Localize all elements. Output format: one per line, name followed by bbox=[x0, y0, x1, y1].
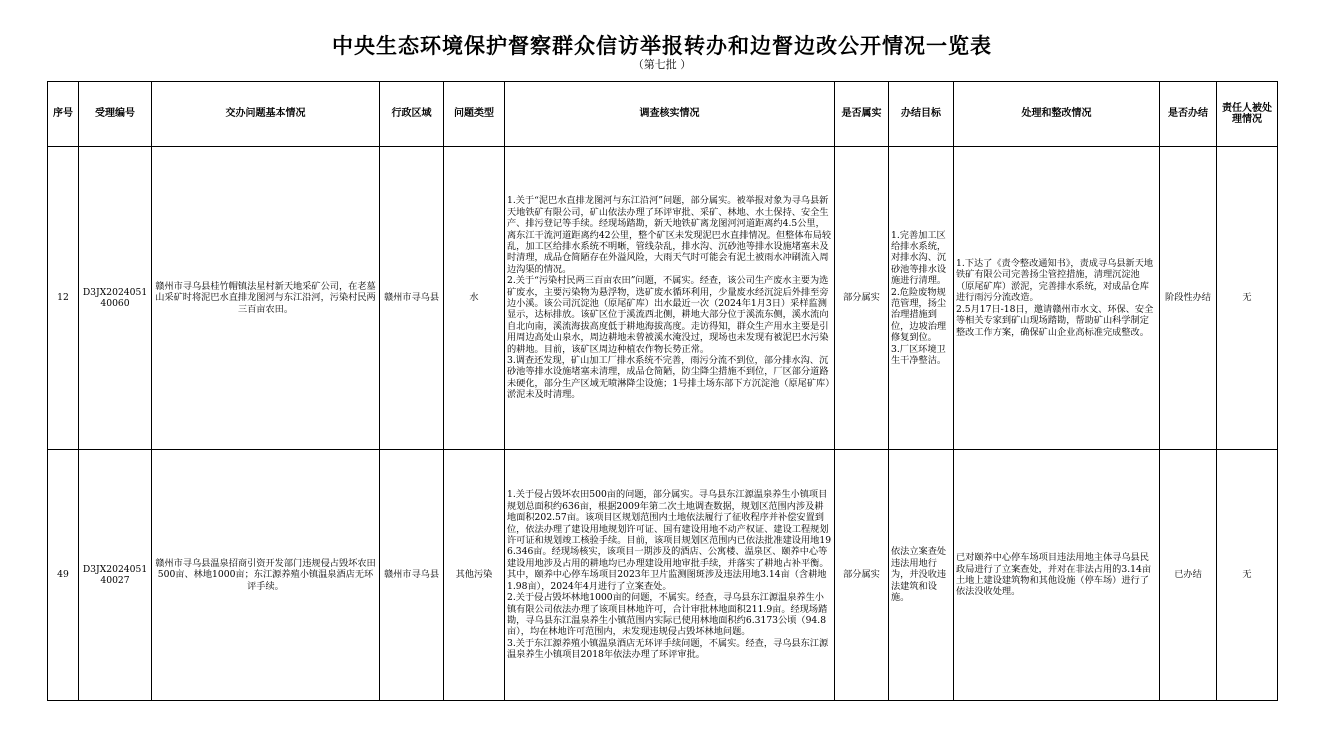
table-header-row bbox=[48, 82, 1278, 147]
row-handling bbox=[954, 450, 1160, 701]
col-header-verified: 是否属实 bbox=[835, 82, 889, 147]
row-target bbox=[889, 147, 954, 450]
table-row bbox=[48, 147, 1278, 450]
investigation-paragraph: 2.关于“污染村民两三百亩农田”问题，不属实。经查，该公司生产废水主要为选矿废水，主要污染物为悬浮物，选矿废水循环利用，少量废水经沉淀后外排至旁边小溪。该公司沉淀池（原尾矿库）出水最近一次（2024年1月3日）采样监测显示，达标排放。该矿区位于溪流西北侧，耕地大部分位于溪流东侧，溪水流向自北向南，溪流海拔高度低于耕地海拔高度。走访得知，群众生产用水主要是引用周边高处山泉水，周边耕地未曾被溪水淹没过，现场也未发现有被泥巴水污染的耕地。目前，该矿区周边种植农作物长势正常。 bbox=[507, 275, 829, 355]
col-header-case-no: 受理编号 bbox=[79, 82, 152, 147]
handling-item: 1.下达了《责令整改通知书》，责成寻乌县新天地铁矿有限公司完善扬尘管控措施，清理沉淀池（原尾矿库）淤泥，完善排水系统，对成品仓库进行雨污分流改造。 bbox=[956, 258, 1154, 304]
page-title: 中央生态环境保护督察群众信访举报转办和边督边改公开情况一览表 bbox=[332, 33, 992, 58]
investigation-paragraph: 3.调查还发现，矿山加工厂排水系统不完善，雨污分流不到位，部分排水沟、沉砂池等排水设施堵塞未清理，成品仓简陋，防尘降尘措施不到位，厂区部分道路未硬化，部分生产区域无喷淋降尘设施；1号排土场东部下方沉淀池（原尾矿库）淤泥未及时清理。 bbox=[507, 355, 830, 401]
row-region: 赣州市寻乌县 bbox=[380, 450, 444, 701]
report-table bbox=[47, 81, 1278, 701]
col-header-region: 行政区域 bbox=[380, 82, 444, 147]
investigation-paragraph: 2.关于侵占毁坏林地1000亩的问题，不属实。经查，寻乌县东江源温泉养生小镇有限公司依法办理了该项目林地许可，合计审批林地面积211.9亩。经现场踏勘，寻乌县东江温泉养生小镇范围内实际已使用林地面积约6.3173公顷（94.8亩），均在林地许可范围内，未发现违规侵占毁坏林地问题。 bbox=[507, 592, 828, 638]
handling-item: 已对颐养中心停车场项目违法用地主体寻乌县民政局进行了立案查处，并对在非法占用的3.14亩土地上建设建筑物和其他设施（停车场）进行了依法没收处理。 bbox=[956, 552, 1152, 598]
row-index: 12 bbox=[48, 147, 79, 450]
row-verified: 部分属实 bbox=[835, 147, 889, 450]
page-subtitle: （第七批 ） bbox=[632, 58, 692, 71]
target-item: 1.完善加工区给排水系统，对排水沟、沉砂池等排水设施进行清理。 bbox=[891, 229, 947, 287]
table-row bbox=[48, 450, 1278, 701]
row-region: 赣州市寻乌县 bbox=[380, 147, 444, 450]
handling-item: 2.5月17日-18日，邀请赣州市水文、环保、安全等相关专家到矿山现场踏勘，帮助矿山科学制定整改工作方案，确保矿山企业高标准完成整改。 bbox=[956, 303, 1154, 338]
col-header-type: 问题类型 bbox=[444, 82, 505, 147]
row-issue: 赣州市寻乌县温泉招商引资开发部门违规侵占毁坏农田500亩、林地1000亩；东江源养殖小镇温泉酒店无环评手续。 bbox=[152, 450, 380, 701]
target-item: 2.危险废物规范管理，扬尘治理措施到位，边坡治理修复到位。 bbox=[891, 286, 947, 344]
col-header-investigation: 调查核实情况 bbox=[505, 82, 835, 147]
row-case-no: D3JX202405140060 bbox=[79, 147, 152, 450]
row-handling bbox=[954, 147, 1160, 450]
row-target bbox=[889, 450, 954, 701]
col-header-index: 序号 bbox=[48, 82, 79, 147]
target-item: 依法立案查处违法用地行为，并没收违法建筑和设施。 bbox=[891, 546, 947, 604]
row-type: 水 bbox=[444, 147, 505, 450]
row-index: 49 bbox=[48, 450, 79, 701]
row-completed: 阶段性办结 bbox=[1160, 147, 1217, 450]
row-issue: 赣州市寻乌县桂竹帽镇法星村新天地采矿公司，在老墓山采矿时将泥巴水直排龙图河与东江沿河，污染村民两三百亩农田。 bbox=[152, 147, 380, 450]
target-item: 3.厂区环境卫生干净整洁。 bbox=[891, 343, 947, 367]
row-completed: 已办结 bbox=[1160, 450, 1217, 701]
row-case-no: D3JX202405140027 bbox=[79, 450, 152, 701]
investigation-paragraph: 1.关于侵占毁坏农田500亩的问题，部分属实。寻乌县东江源温泉养生小镇项目规划总面积约636亩，根据2009年第二次土地调查数据，规划区范围内涉及耕地面积202.57亩。该项目区规划范围内土地依法履行了征收程序并补偿安置到位，依法办理了建设用地规划许可证、国有建设用地不动产权证、建设工程规划许可证和规划竣工核验手续。目前，该项目规划区范围内已依法批准建设用地196.346亩。经现场核实，该项目一期涉及的酒店、公寓楼、温泉区、颐养中心等建设用地涉及占用的耕地均已办理建设用地审批手续，并落实了耕地占补平衡。其中，颐养中心停车场项目2023年卫片监测图斑涉及违法用地3.14亩（含耕地1.98亩），2024年4月进行了立案查处。 bbox=[507, 489, 832, 592]
col-header-target: 办结目标 bbox=[889, 82, 954, 147]
row-verified: 部分属实 bbox=[835, 450, 889, 701]
col-header-completed: 是否办结 bbox=[1160, 82, 1217, 147]
row-accountability: 无 bbox=[1217, 147, 1278, 450]
col-header-issue: 交办问题基本情况 bbox=[152, 82, 380, 147]
row-investigation bbox=[505, 450, 835, 701]
col-header-handling: 处理和整改情况 bbox=[954, 82, 1160, 147]
row-accountability: 无 bbox=[1217, 450, 1278, 701]
col-header-accountability: 责任人被处理情况 bbox=[1217, 82, 1278, 147]
investigation-paragraph: 3.关于东江源养殖小镇温泉酒店无环评手续问题，不属实。经查，寻乌县东江源温泉养生小镇项目2018年依法办理了环评审批。 bbox=[507, 637, 829, 661]
row-type: 其他污染 bbox=[444, 450, 505, 701]
investigation-paragraph: 1.关于“泥巴水直排龙图河与东江沿河”问题，部分属实。被举报对象为寻乌县新天地铁矿有限公司，矿山依法办理了环评审批、采矿、林地、水土保持、安全生产、排污登记等手续。经现场踏勘，新天地铁矿离龙图河河道距离约4.5公里，离东江干流河道距离约42公里，整个矿区未发现泥巴水直排情况。但整体布局较乱，加工区给排水系统不明晰，管线杂乱，排水沟、沉砂池等排水设施堵塞未及时清理，成品仓简陋存在外溢风险，大雨天气时可能会有泥土被雨水冲刷流入周边沟渠的情况。 bbox=[507, 195, 832, 275]
row-investigation bbox=[505, 147, 835, 450]
